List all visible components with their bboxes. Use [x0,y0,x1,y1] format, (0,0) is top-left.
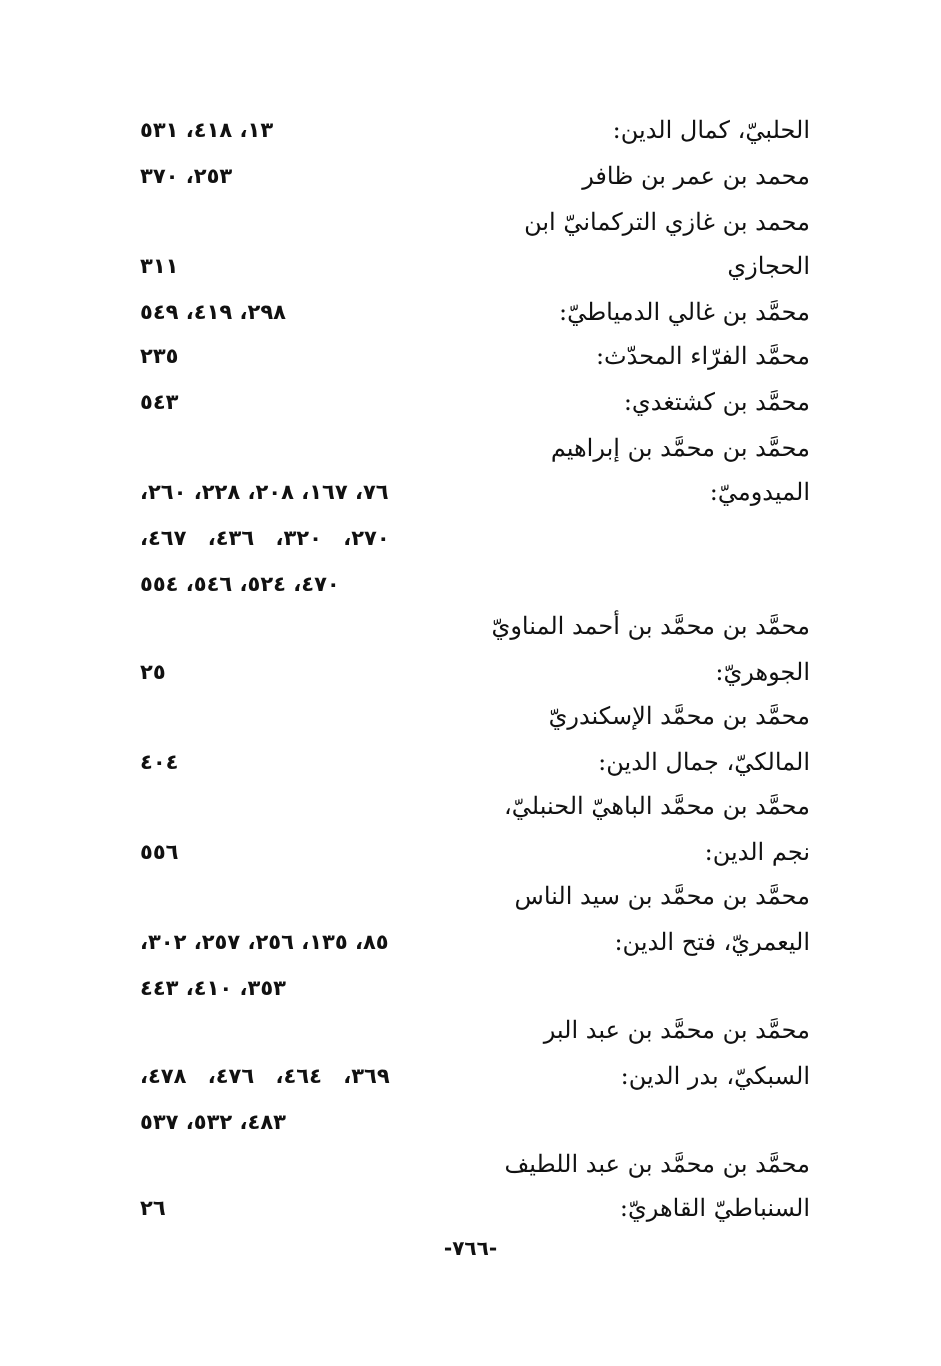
entry-pages: ٢٥٣، ٣٧٠ [140,164,233,188]
entry-name: محمَّد بن محمَّد بن عبد البر [543,1016,810,1044]
index-line [120,1186,810,1230]
entry-name: محمد بن غازي التركمانيّ ابن [524,208,810,236]
index-line [120,650,810,694]
index-line [120,920,810,964]
entry-name: محمَّد الفرّاء المحدّث: [595,342,810,370]
page-number: -٧٦٦- [443,1236,498,1260]
entry-name: محمَّد بن غالي الدمياطيّ: [558,298,810,326]
entry-name: الميدوميّ: [709,478,810,506]
index-line [120,380,810,424]
entry-pages: ٨٥، ١٣٥، ٢٥٦، ٢٥٧، ٣٠٢، [140,930,389,954]
entry-pages: ٣١١ [140,254,179,278]
entry-name: الحلبيّ، كمال الدين: [612,116,810,144]
entry-pages: ٤٨٣، ٥٣٢، ٥٣٧ [140,1110,286,1134]
entry-name: محمَّد بن محمَّد بن أحمد المناويّ [491,612,810,640]
index-line [120,1100,810,1144]
entry-pages: ٤٠٤ [140,750,179,774]
entry-name: السنباطيّ القاهريّ: [619,1194,810,1222]
entry-name: محمَّد بن محمَّد الباهيّ الحنبليّ، [504,792,810,820]
entry-pages: ٥٤٣ [140,390,179,414]
index-line [120,830,810,874]
entry-name: محمَّد بن محمَّد بن سيد الناس [514,882,810,910]
entry-name: محمَّد بن محمَّد الإسكندريّ [548,702,810,730]
entry-pages: ٢٦ [140,1196,166,1220]
entry-name: الحجازي [727,252,810,280]
entry-pages: ٤٧٠، ٥٢٤، ٥٤٦، ٥٥٤ [140,572,340,596]
entry-name: محمد بن عمر بن ظافر [582,162,810,190]
index-line [120,1142,810,1186]
index-line [120,516,810,560]
index-line [120,200,810,244]
entry-pages: ٣٦٩، ٤٦٤، ٤٧٦، ٤٧٨، [140,1064,390,1088]
index-line [120,244,810,288]
entry-pages: ٢٩٨، ٤١٩، ٥٤٩ [140,300,286,324]
index-line [120,1008,810,1052]
index-line [120,740,810,784]
index-line [120,334,810,378]
entry-name: المالكيّ، جمال الدين: [598,748,810,776]
entry-name: محمَّد بن محمَّد بن إبراهيم [550,434,810,462]
entry-name: محمَّد بن محمَّد بن عبد اللطيف [504,1150,810,1178]
entry-pages: ٢٧٠، ٣٢٠، ٤٣٦، ٤٦٧، [140,526,390,550]
entry-pages: ٢٣٥ [140,344,179,368]
entry-pages: ٢٥ [140,660,166,684]
entry-name: الجوهريّ: [715,658,810,686]
entry-pages: ٧٦، ١٦٧، ٢٠٨، ٢٢٨، ٢٦٠، [140,480,389,504]
entry-name: اليعمريّ، فتح الدين: [614,928,810,956]
index-line [120,1054,810,1098]
index-line [120,874,810,918]
index-line [120,108,810,152]
entry-pages: ٥٥٦ [140,840,179,864]
index-line [120,966,810,1010]
index-line [120,784,810,828]
index-line [120,562,810,606]
entry-name: محمَّد بن كشتغدي: [623,388,810,416]
index-line [120,290,810,334]
index-line [120,604,810,648]
index-line [120,694,810,738]
entry-pages: ١٣، ٤١٨، ٥٣١ [140,118,274,142]
index-line [120,470,810,514]
entry-name: نجم الدين: [704,838,810,866]
index-line [120,426,810,470]
entry-pages: ٣٥٣، ٤١٠، ٤٤٣ [140,976,286,1000]
index-line [120,154,810,198]
entry-name: السبكيّ، بدر الدين: [620,1062,810,1090]
